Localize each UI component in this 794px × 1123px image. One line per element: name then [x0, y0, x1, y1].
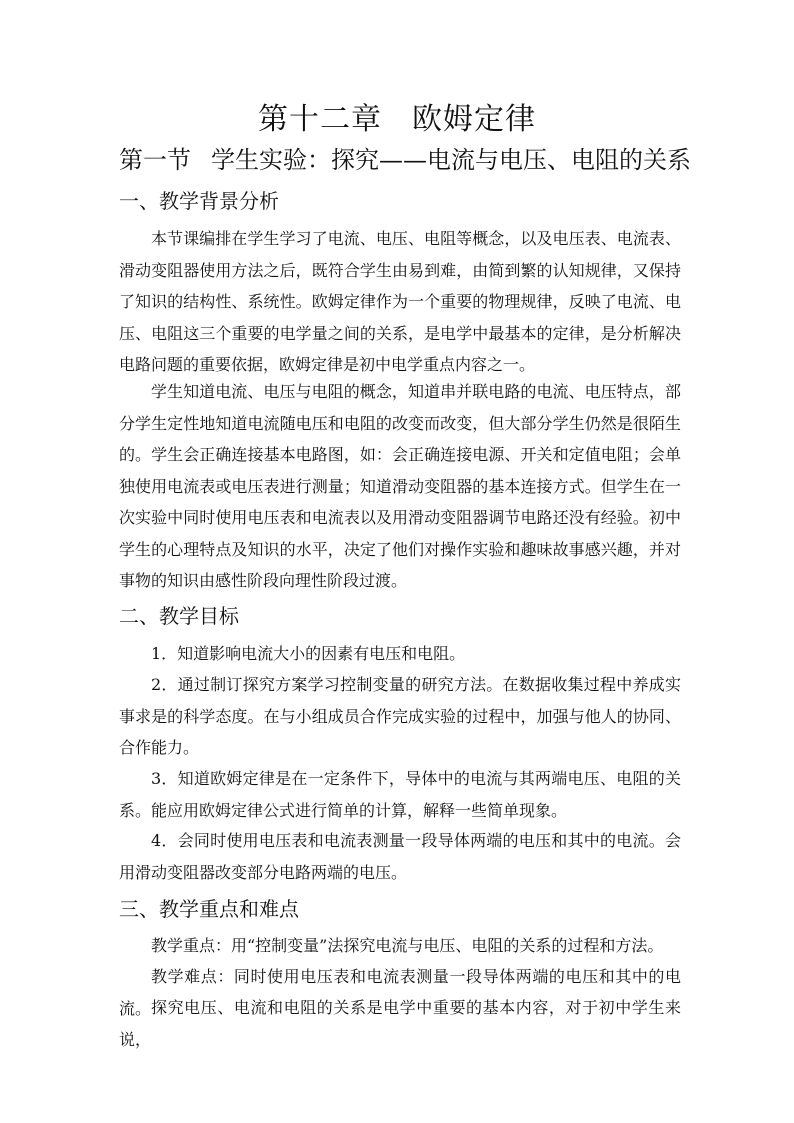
background-paragraph-2: 学生知道电流、电压与电阻的概念，知道串并联电路的电流、电压特点，部分学生定性地知道电流随电压和电阻的改变而改变，但大部分学生仍然是很陌生的。学生会正确连接基本电路图，如：会正确连接电源、开关和定值电阻；会单独使用电流表或电压表进行测量；知道滑动变阻器的基本连接方式。但学生在一次实验中同时使用电压表和电流表以及用滑动变阻器调节电路还没有经验。初中学生的心理特点及知识的水平，决定了他们对操作实验和趣味故事感兴趣，并对事物的知识由感性阶段向理性阶段过渡。 [119, 382, 681, 590]
difficult-point: 教学难点：同时使用电压表和电流表测量一段导体两端的电压和其中的电流。 [119, 967, 681, 1018]
objective-1: 1．知道影响电流大小的因素有电压和电阻。 [151, 644, 466, 663]
section-name: 学生实验：探究——电流与电压、电阻的关系 [211, 146, 691, 174]
section-title [119, 143, 691, 177]
background-paragraph-1: 本节课编排在学生学习了电流、电压、电阻等概念，以及电压表、电流表、滑动变阻器使用方法之后，既符合学生由易到难，由简到繁的认知规律，又保持了知识的结构性、系统性。欧姆定律作为一个重要的物理规律，反映了电流、电压、电阻这三个重要的电学量之间的关系，是电学中最基本的定律，是分析解决电路问题的重要依据，欧姆定律是初中电学重点内容之一。 [119, 229, 681, 374]
objective-3: 3．知道欧姆定律是在一定条件下，导体中的电流与其两端电压、电阻的关系。能应用欧姆定律公式进行简单的计算，解释一些简单现象。 [119, 769, 681, 820]
key-point: 教学重点：用“控制变量”法探究电流与电压、电阻的关系的过程和方法。 [151, 936, 664, 955]
heading-keypoints: 三、教学重点和难点 [119, 897, 299, 921]
objective-2: 2．通过制订探究方案学习控制变量的研究方法。在数据收集过程中养成实事求是的科学态度。在与小组成员合作完成实验的过程中，加强与他人的协同、合作能力。 [119, 675, 681, 757]
heading-background: 一、教学背景分析 [119, 189, 279, 213]
keypoints-paragraph: 探究电压、电流和电阻的关系是电学中重要的基本内容，对于初中学生来说， [119, 998, 681, 1049]
chapter-name: 欧姆定律 [412, 102, 536, 137]
section-number: 第一节 [119, 146, 191, 174]
chapter-number: 第十二章 [258, 102, 382, 137]
heading-objectives: 二、教学目标 [119, 604, 239, 628]
objective-4: 4．会同时使用电压表和电流表测量一段导体两端的电压和其中的电流。会用滑动变阻器改变部分电路两端的电压。 [119, 831, 681, 882]
chapter-title [0, 100, 794, 140]
